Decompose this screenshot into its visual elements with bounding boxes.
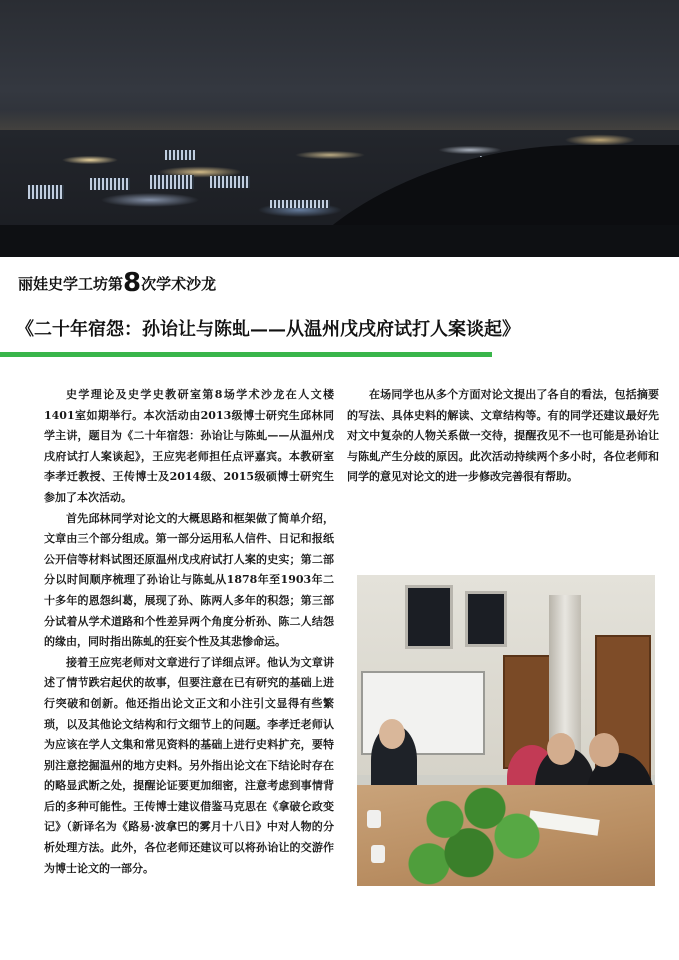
lit-building — [90, 178, 130, 190]
green-divider — [0, 352, 492, 357]
photo-plant — [397, 775, 557, 886]
photo-cup — [367, 810, 381, 828]
photo-window — [465, 591, 507, 647]
salon-number: 8 — [123, 268, 142, 298]
dark-foreground — [0, 225, 679, 257]
photo-person-head — [589, 733, 619, 767]
body-column-right — [347, 385, 659, 488]
salon-suffix: 次学术沙龙 — [141, 275, 217, 293]
body-paragraph: 史学理论及史学史教研室第8场学术沙龙在人文楼1401室如期举行。本次活动由2013级博士研究生邱林同学主讲，题目为《二十年宿怨：孙诒让与陈虬——从温州戊戌府试打人案谈起》，王应宪老师担任点评嘉宾。本教研室李孝迁教授、王传博士及2014级、2015级硕博士研究生参加了本次活动。 — [44, 388, 334, 504]
lit-building — [210, 176, 250, 188]
lit-building — [28, 185, 64, 199]
lit-building — [150, 175, 194, 189]
body-paragraph: 首先邱林同学对论文的大概思路和框架做了简单介绍，文章由三个部分组成。第一部分运用私人信件、日记和报纸公开信等材料试图还原温州戊戌府试打人案的史实；第二部分以时间顺序梳理了孙诒让与陈虬从1878年至1903年二十多年的恩怨纠葛，展现了孙、陈两人多年的积怨；第三部分试着从学术道路和个性差异两个角度分析孙、陈二人结怨的缘由，同时指出陈虬的狂妄个性及其悲惨命运。 — [44, 511, 334, 649]
photo-window — [405, 585, 453, 649]
body-paragraph: 接着王应宪老师对文章进行了详细点评。他认为文章讲述了情节跌宕起伏的故事，但要注意在已有研究的基础上进行突破和创新。他还指出论文正文和小注引文显得有些繁琐，以及其他论文结构和行文细节上的问题。李孝迁老师认为应该在学人文集和常见资料的基础上进行史料扩充，要特别注意挖掘温州的地方史料。另外指出论文在下结论时存在的略显武断之处，提醒论证要更加细密，注意考虑到事情背后的多种可能性。王传博士建议借鉴马克思在《拿破仑政变记》（新译名为《路易·波拿巴的雾月十八日》中对人物的分析处理方法。此外，各位老师还建议可以将孙诒让的交游作为博士论文的一部分。 — [44, 655, 334, 875]
hero-night-cityscape-photo — [0, 0, 679, 257]
seminar-meeting-photo — [357, 575, 655, 886]
salon-heading — [18, 270, 216, 296]
article-title: 《二十年宿怨：孙诒让与陈虬——从温州戊戌府试打人案谈起》 — [16, 319, 520, 340]
lit-building — [270, 200, 330, 208]
body-paragraph: 在场同学也从多个方面对论文提出了各自的看法，包括摘要的写法、具体史料的解读、文章结构等。有的同学还建议最好先对文中复杂的人物关系做一交待，提醒孜见不一也可能是孙诒让与陈虬产生分歧的原因。此次活动持续两个多小时，各位老师和同学的意见对论文的进一步修改完善很有帮助。 — [347, 388, 659, 484]
salon-prefix: 丽娃史学工坊第 — [18, 275, 124, 293]
lit-building — [165, 150, 195, 160]
body-column-left — [44, 385, 334, 879]
photo-person-head — [547, 733, 575, 765]
photo-person-head — [379, 719, 405, 749]
photo-cup — [371, 845, 385, 863]
